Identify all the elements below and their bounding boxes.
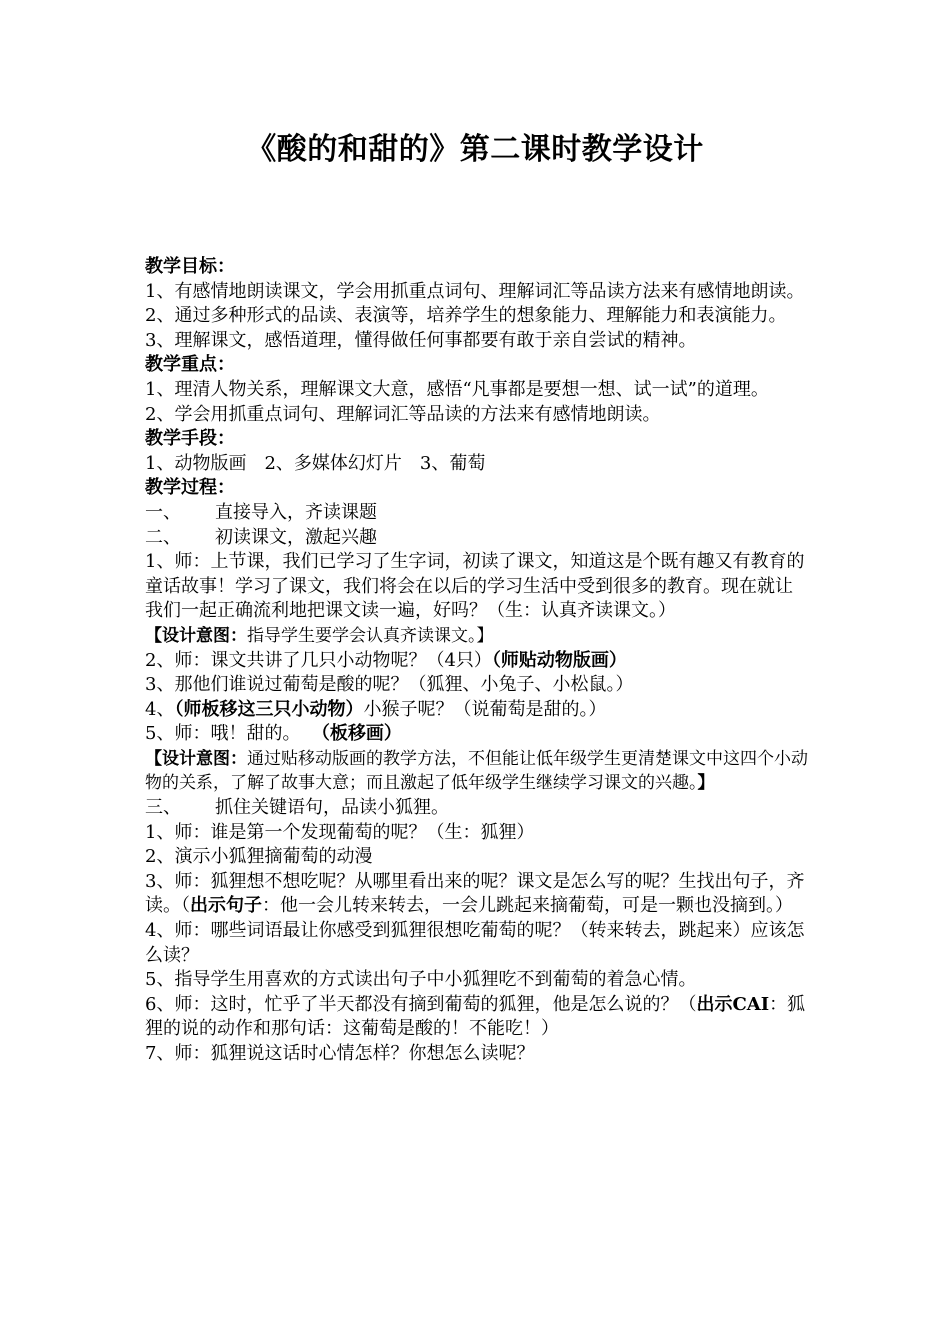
paragraph: 1、师：上节课，我们已学习了生字词，初读了课文，知道这是个既有趣又有教育的童话故事！学习了课文，我们将会在以后的学习生活中受到很多的教育。现在就让我们一起正确流利地把课文读一遍，好吗？（生：认真齐读课文。）: [145, 551, 805, 622]
paragraph: [145, 993, 810, 1042]
goal-item: 1、有感情地朗读课文，学会用抓重点词句、理解词汇等品读方法来有感情地朗读。: [145, 280, 805, 302]
key-point-item: 2、学会用抓重点词句、理解词汇等品读的方法来有感情地朗读。: [145, 403, 661, 425]
key-points-heading: 教学重点：: [145, 354, 235, 376]
paragraph-text: 3、师：狐狸想不想吃呢？从哪里看出来的呢？课文是怎么写的呢？生找出句子，齐读。（: [145, 870, 805, 917]
paragraph-text: 小猴子呢？（说葡萄是甜的。）: [363, 698, 607, 720]
paragraph: 7、师：狐狸说这话时心情怎样？你想怎么读呢？: [145, 1043, 535, 1064]
teaching-means-list: 1、动物版画 2、多媒体幻灯片 3、葡萄: [145, 452, 486, 474]
paragraph: 2、演示小狐狸摘葡萄的动漫: [145, 846, 373, 868]
step-number: 二、: [145, 526, 181, 548]
step-number: 三、: [145, 797, 181, 819]
design-intent-text: 指导学生要学会认真齐读课文。】: [247, 625, 494, 646]
paragraph-bold-text: 出示CAI: [696, 993, 770, 1015]
process-step: [145, 796, 810, 821]
goal-item: 3、理解课文，感悟道理，懂得做任何事都要有敢于亲自尝试的精神。: [145, 329, 697, 351]
paragraph-text: ：他一会儿转来转去，一会儿跳起来摘葡萄，可是一颗也没摘到。）: [262, 895, 793, 917]
process-heading: 教学过程：: [145, 477, 235, 499]
step-title: 初读课文，激起兴趣: [215, 526, 377, 548]
paragraph: [145, 870, 810, 919]
paragraph-text: 6、师：这时，忙乎了半天都没有摘到葡萄的狐狸，他是怎么说的？（: [145, 993, 697, 1015]
paragraph-text: ：狐狸的说的动作和那句话：这葡萄是酸的！不能吃！）: [145, 993, 806, 1040]
teaching-means-heading: 教学手段：: [145, 428, 235, 450]
paragraph: 4、师：哪些词语最让你感受到狐狸很想吃葡萄的呢？（转来转去，跳起来）应该怎么读？: [145, 920, 805, 966]
step-title: 直接导入，齐读课题: [215, 501, 377, 523]
design-intent-end: 】: [697, 773, 715, 794]
paragraph: [145, 722, 810, 747]
paragraph-text: 4、: [145, 698, 175, 720]
step-number: 一、: [145, 501, 181, 523]
step-title: 抓住关键语句，品读小狐狸。: [215, 797, 449, 819]
design-intent: [145, 624, 810, 649]
goal-item: 2、通过多种形式的品读、表演等，培养学生的想象能力、理解能力和表演能力。: [145, 305, 787, 327]
paragraph-bold-text: （师贴动物版画）: [491, 649, 627, 671]
paragraph-text: 2、师：课文共讲了几只小动物呢？（4只）: [145, 649, 492, 671]
process-step: [145, 526, 810, 551]
goals-heading: 教学目标：: [145, 256, 235, 277]
design-intent: [145, 747, 810, 796]
paragraph: [145, 649, 810, 674]
paragraph-bold-text: （板移画）: [311, 723, 402, 745]
page-title: 《酸的和甜的》第二课时教学设计: [246, 132, 704, 167]
paragraph-text: 5、师：哦！甜的。: [145, 723, 301, 745]
process-step: [145, 501, 810, 526]
paragraph: 1、师：谁是第一个发现葡萄的呢？（生：狐狸）: [145, 821, 535, 843]
paragraph-bold-text: （师板移这三只小动物）: [174, 698, 364, 720]
paragraph: 3、那他们谁说过葡萄是酸的呢？（狐狸、小兔子、小松鼠。）: [145, 674, 634, 696]
paragraph-bold-text: 出示句子: [190, 895, 262, 917]
key-point-item: 1、理清人物关系，理解课文大意，感悟“凡事都是要想一想、试一试”的道理。: [145, 378, 769, 400]
paragraph: 5、指导学生用喜欢的方式读出句子中小狐狸吃不到葡萄的着急心情。: [145, 969, 697, 991]
paragraph: [145, 698, 810, 723]
design-intent-text: 通过贴移动版画的教学方法，不但能让低年级学生更清楚课文中这四个小动物的关系，了解了故事大意；而且激起了低年级学生继续学习课文的兴趣。: [145, 748, 808, 794]
design-intent-label: 【设计意图：: [145, 748, 247, 769]
design-intent-label: 【设计意图：: [145, 625, 247, 646]
